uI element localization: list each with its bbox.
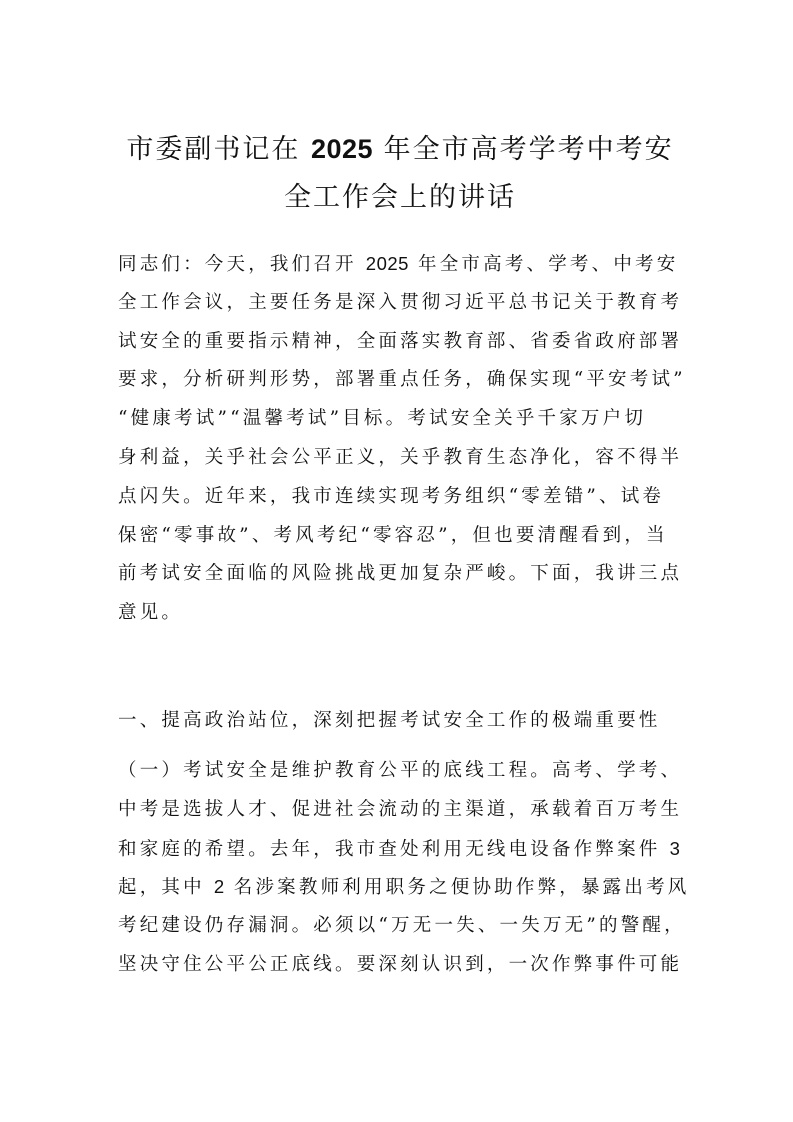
title-line-2 (100, 174, 700, 222)
section-heading (118, 702, 678, 741)
paragraph-line: 坚决守住公平公正底线。要深刻认识到，一次作弊事件可能 (118, 953, 683, 975)
teacher-count: 2 (213, 876, 225, 898)
text: 年全市高考、学考、中考安 (408, 254, 679, 275)
paragraph-line: （一）考试安全是维护教育公平的底线工程。高考、学考、 (118, 760, 683, 781)
paragraph-line: 意见。 (118, 602, 184, 624)
paragraph-line: 前考试安全面临的风险挑战更加复杂严峻。下面，我讲三点 (118, 563, 683, 585)
paragraph-line: 保密“零事故”、考风考纪“零容忍”，但也要清醒看到，当 (118, 524, 668, 546)
paragraph-line (118, 868, 690, 907)
title-line-1 (100, 125, 700, 174)
document-title (100, 125, 700, 222)
subsection-paragraph (118, 752, 690, 985)
title-text: 市委副书记在 (126, 134, 311, 165)
title-text: 年全市高考学考中考安 (373, 134, 674, 165)
paragraph-line: 点闪失。近年来，我市连续实现考务组织“零差错”、试卷 (118, 485, 665, 507)
title-text: 全工作会上的讲话 (284, 182, 516, 213)
year: 2025 (365, 253, 409, 274)
paragraph-line: 身利益，关乎社会公平正义，关乎教育生态净化，容不得半 (118, 446, 683, 468)
case-count: 3 (669, 837, 681, 859)
text: 名涉案教师利用职务之便协助作弊，暴露出考风 (224, 877, 690, 899)
paragraph-line: 全工作会议，主要任务是深入贯彻习近平总书记关于教育考 (118, 291, 683, 313)
paragraph-line: 要求，分析研判形势，部署重点任务，确保实现“平安考试” (118, 369, 686, 391)
paragraph-line: 中考是选拔人才、促进社会流动的主渠道，承载着百万考生 (118, 798, 683, 820)
section-heading-text: 一、提高政治站位，深刻把握考试安全工作的极端重要性 (118, 710, 661, 731)
paragraph-line: “健康考试”“温馨考试”目标。考试安全关乎千家万户切 (118, 408, 647, 430)
title-year: 2025 (310, 134, 374, 164)
paragraph-line: 考纪建设仍存漏洞。必须以“万无一失、一失万无”的警醒， (118, 915, 686, 937)
paragraph-line: 试安全的重要指示精神，全面落实教育部、省委省政府部署 (118, 330, 683, 352)
paragraph-line (118, 245, 678, 284)
text: 同志们：今天，我们召开 (118, 254, 366, 275)
text: 起，其中 (118, 877, 214, 899)
text: 和家庭的希望。去年，我市查处利用无线电设备作弊案件 (118, 838, 670, 860)
paragraph-line (118, 830, 681, 869)
intro-paragraph (118, 245, 686, 633)
